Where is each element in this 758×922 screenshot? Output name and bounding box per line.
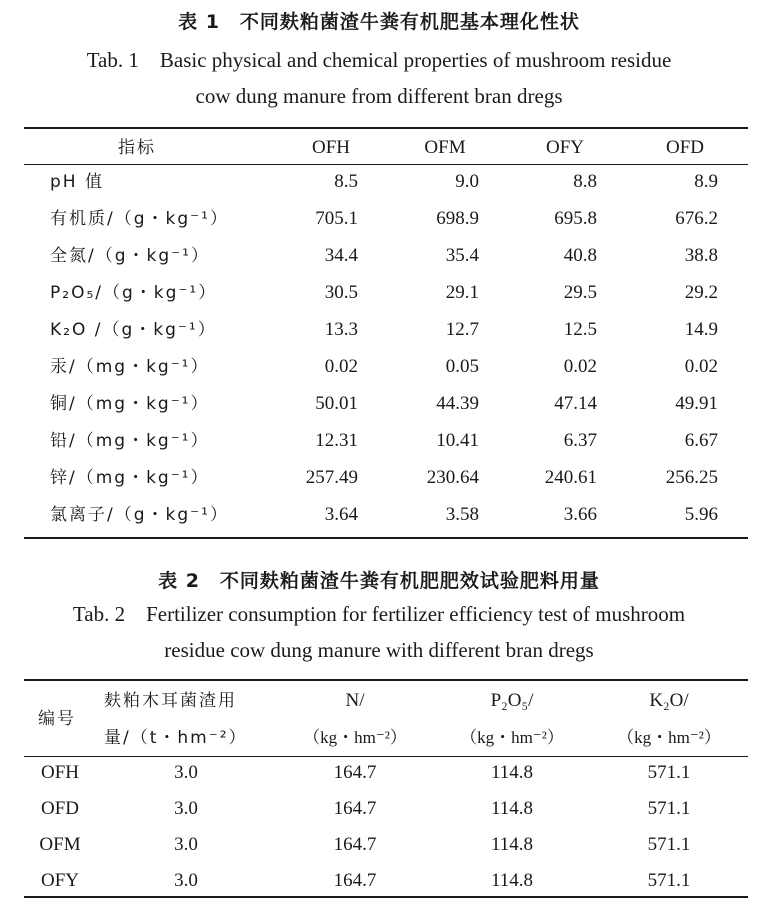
table-row [0, 467, 758, 504]
table1-cell: 12.7 [445, 319, 479, 340]
table2-row-label: OFM [39, 834, 81, 855]
table1-header-row [0, 137, 758, 174]
table1-caption-en-line1: Tab. 1 Basic physical and chemical properties of mushroom residue [86, 48, 672, 72]
table-row [0, 171, 758, 208]
table1-header-ofd: OFD [665, 137, 704, 158]
table-row [0, 834, 758, 870]
table1-cell: 698.9 [436, 208, 479, 229]
table1-cell: 29.5 [563, 282, 597, 303]
table1-cell: 256.25 [665, 467, 718, 488]
table-row [0, 430, 758, 467]
table1-cell: 257.49 [305, 467, 358, 488]
table2-cell: 114.8 [490, 834, 534, 855]
table1-cell: 0.02 [684, 356, 718, 377]
table1-row-label: 锌/（mg・kg⁻¹） [50, 468, 210, 488]
table-row [0, 282, 758, 319]
table2-caption-zh: 表 2 不同麸粕菌渣牛粪有机肥肥效试验肥料用量 [158, 570, 600, 592]
table1-cell: 9.0 [455, 171, 479, 192]
table1-row-label: P₂O₅/（g・kg⁻¹） [50, 283, 218, 303]
table2-caption-en-line2: residue cow dung manure with different bran dregs [164, 638, 594, 662]
table1-header-ofm: OFM [424, 137, 466, 158]
table2-cell: 3.0 [174, 870, 198, 891]
table2-row-label: OFD [40, 798, 79, 819]
table2-cell: 164.7 [333, 798, 377, 819]
table1-cell: 13.3 [324, 319, 358, 340]
table2-cell: 3.0 [174, 798, 198, 819]
table2-header-p2o5-line1: P₂O₅/ [490, 690, 534, 711]
table1-cell: 3.58 [445, 504, 479, 525]
table1-cell: 10.41 [436, 430, 479, 451]
table2-cell: 114.8 [490, 798, 534, 819]
table1-bottom-rule [24, 537, 748, 539]
table1-header-ofy: OFY [545, 137, 584, 158]
table1-cell: 240.61 [544, 467, 597, 488]
table2-row-label: OFH [40, 762, 79, 783]
table1-cell: 0.02 [324, 356, 358, 377]
table1-cell: 8.5 [334, 171, 358, 192]
table2-header-id: 编号 [38, 709, 76, 729]
table1-cell: 6.67 [684, 430, 718, 451]
table2-header-rule [24, 756, 748, 757]
table1-cell: 12.31 [315, 430, 358, 451]
table-row [0, 319, 758, 356]
table2-caption-en-line1: Tab. 2 Fertilizer consumption for fertilizer efficiency test of mushroom [72, 602, 686, 626]
table1-row-label: 汞/（mg・kg⁻¹） [50, 357, 210, 377]
table-row [0, 504, 758, 541]
table2-cell: 114.8 [490, 762, 534, 783]
table2-bottom-rule [24, 896, 748, 898]
table-row [0, 245, 758, 282]
table1-row-label: 铜/（mg・kg⁻¹） [50, 394, 210, 414]
table1-cell: 34.4 [324, 245, 358, 266]
table1-caption-en-line2: cow dung manure from different bran dregs [195, 84, 563, 108]
table2-cell: 3.0 [174, 762, 198, 783]
table2-cell: 571.1 [647, 870, 691, 891]
table1-row-label: 全氮/（g・kg⁻¹） [50, 246, 210, 266]
table1-top-rule [24, 127, 748, 129]
table1-cell: 676.2 [675, 208, 718, 229]
table1-cell: 49.91 [675, 393, 718, 414]
table1-row-label: pH 值 [50, 172, 104, 192]
table1-cell: 3.66 [563, 504, 597, 525]
table-row [0, 208, 758, 245]
table1-cell: 12.5 [563, 319, 597, 340]
table2-header-dose-line2: 量/（t・hm⁻²） [104, 728, 248, 748]
table2-cell: 164.7 [333, 762, 377, 783]
table1-header-ofh: OFH [311, 137, 350, 158]
table2-header-p2o5-line2: （kg・hm⁻²） [460, 728, 564, 747]
table1-cell: 30.5 [324, 282, 358, 303]
table1-cell: 0.02 [563, 356, 597, 377]
table2-header-n-line1: N/ [345, 690, 365, 711]
table2-header-k2o-line2: （kg・hm⁻²） [617, 728, 721, 747]
table1-cell: 29.2 [684, 282, 718, 303]
table1-cell: 5.96 [684, 504, 718, 525]
table1-row-label: K₂O /（g・kg⁻¹） [50, 320, 217, 340]
table2-header-n-line2: （kg・hm⁻²） [303, 728, 407, 747]
table1-cell: 230.64 [426, 467, 479, 488]
table1-row-label: 有机质/（g・kg⁻¹） [50, 209, 229, 229]
table-row [0, 798, 758, 834]
table2-header-dose-line1: 麸粕木耳菌渣用 [104, 691, 237, 711]
table1-cell: 3.64 [324, 504, 358, 525]
table1-cell: 29.1 [445, 282, 479, 303]
table1-cell: 47.14 [554, 393, 597, 414]
table1-cell: 35.4 [445, 245, 479, 266]
table-row [0, 762, 758, 798]
table1-row-label: 氯离子/（g・kg⁻¹） [50, 505, 229, 525]
table2-cell: 164.7 [333, 834, 377, 855]
table1-cell: 44.39 [436, 393, 479, 414]
table1-cell: 705.1 [315, 208, 358, 229]
table1-header-indicator: 指标 [118, 138, 156, 158]
table1-cell: 40.8 [563, 245, 597, 266]
table2-header-k2o-line1: K₂O/ [649, 690, 689, 711]
table2-cell: 571.1 [647, 834, 691, 855]
table1-row-label: 铅/（mg・kg⁻¹） [50, 431, 210, 451]
table2-row-label: OFY [40, 870, 79, 891]
table-row [0, 870, 758, 906]
table1-cell: 8.9 [694, 171, 718, 192]
table1-cell: 6.37 [563, 430, 597, 451]
table1-caption-zh: 表 1 不同麸粕菌渣牛粪有机肥基本理化性状 [178, 11, 580, 33]
table2-cell: 571.1 [647, 798, 691, 819]
table2-cell: 164.7 [333, 870, 377, 891]
table1-cell: 38.8 [684, 245, 718, 266]
table1-cell: 695.8 [554, 208, 597, 229]
table2-cell: 571.1 [647, 762, 691, 783]
table1-cell: 0.05 [445, 356, 479, 377]
table1-cell: 14.9 [684, 319, 718, 340]
table2-cell: 114.8 [490, 870, 534, 891]
table1-cell: 50.01 [315, 393, 358, 414]
table2-top-rule [24, 679, 748, 681]
table-row [0, 356, 758, 393]
table-row [0, 393, 758, 430]
table1-cell: 8.8 [573, 171, 597, 192]
table1-header-rule [24, 164, 748, 165]
table2-cell: 3.0 [174, 834, 198, 855]
